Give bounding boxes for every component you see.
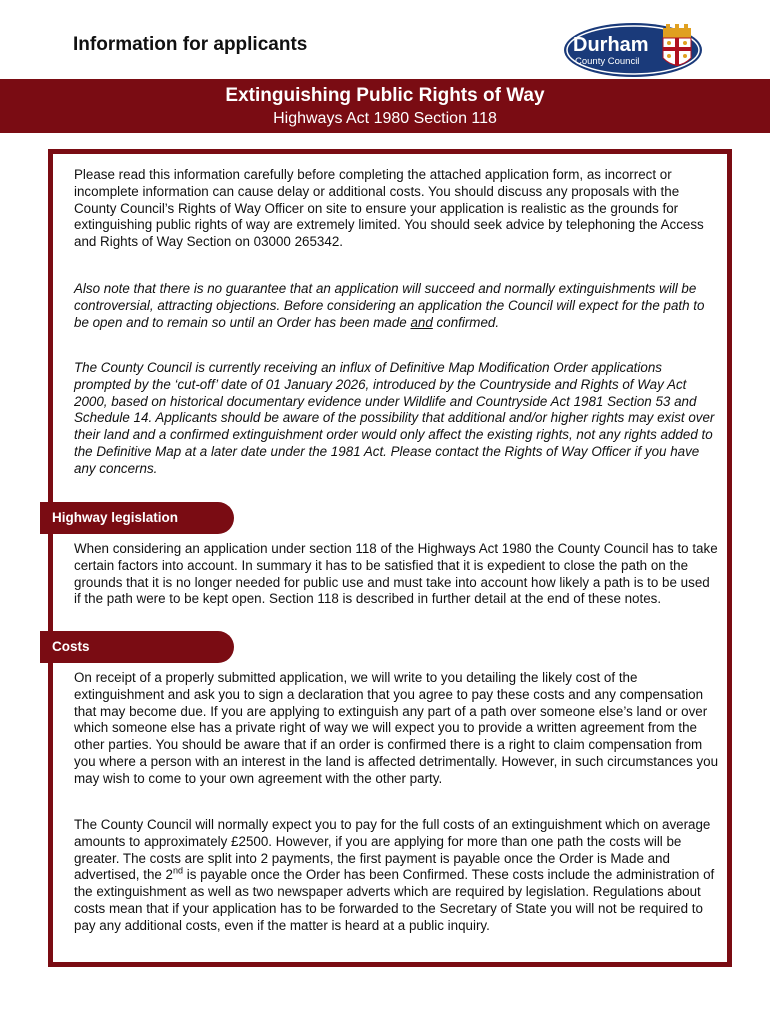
svg-text:County Council: County Council [575,56,640,67]
svg-text:Durham: Durham [573,34,649,56]
banner-title: Extinguishing Public Rights of Way [225,85,545,106]
underlined-and: and [410,314,433,330]
superscript-nd: nd [173,865,184,876]
section-heading-costs: Costs [40,631,234,663]
highway-paragraph-1: When considering an application under section 118 of the Highways Act 1980 the County Council has to take certain factors into account. In summary it has to be satisfied that it is expedient to close the path on the grounds that it is no longer needed for public use and must take into account how likely a path is to be used if the path were to be kept open. Section 118 is described in further detail at the end of these notes. [74,541,718,607]
durham-county-council-logo [563,22,703,78]
banner-subtitle: Highways Act 1980 Section 118 [273,110,497,127]
title-banner [0,79,770,133]
crest-icon [663,24,691,66]
costs-paragraph-1: On receipt of a properly submitted application, we will write to you detailing the likely cost of the extinguishment and ask you to sign a declaration that you agree to pay these costs and any compensation that may become due. If you are applying to extinguish any part of a path over someone else’s land or over which someone else has a private right of way we will expect you to provide a written agreement from the other parties. You should be aware that if an order is confirmed there is a right to claim compensation from you where a person with an interest in the land is affected detrimentally. However, in such circumstances you may wish to come to your own agreement with the other party. [74,670,719,786]
intro-paragraph-3: The County Council is currently receiving an influx of Definitive Map Modification Order applications prompted by the ‘cut-off’ date of 01 January 2026, introduced by the Countryside and Rights of Way Act 2000, based on historical documentary evidence under Wildlife and Countryside Act 1981 Section 53 and Schedule 14. Applicants should be aware of the possibility that additional and/or higher rights may exist over their land and a confirmed extinguishment order would only affect the existing rights, not any rights added to the Definitive Map at a later date under the 1981 Act. Please contact the Rights of Way Officer if you have any concerns. [74,360,715,476]
section-heading-highway-legislation: Highway legislation [40,502,234,534]
intro-paragraph-1: Please read this information carefully before completing the attached application form, as incorrect or incomplete information can cause delay or additional costs. You should discuss any proposals with the County Council’s Rights of Way Officer on site to ensure your application is realistic as the grounds for extinguishing public rights of way are extremely limited. You should seek advice by telephoning the Access and Rights of Way Section on 03000 265342. [74,167,704,250]
intro-paragraph-2: Also note that there is no guarantee that an application will succeed and normally extinguishments will be controversial, attracting objections. Before considering an application the Council will expect for the path to be open and to remain so until an Order has been made and confirmed. [74,281,705,330]
costs-paragraph-2: The County Council will normally expect you to pay for the full costs of an extinguishment which on average amounts to approximately £2500. However, if you are applying for more than one path the costs will be greater. The costs are split into 2 payments, the first payment is payable once the Order is Made and advertised, the 2nd is payable once the Order has been Confirmed. These costs include the administration of the extinguishment as well as two newspaper adverts which are required by legislation. Regulations about costs mean that if your application has to be forwarded to the Secretary of State you will not be required to pay any additional costs, even if the matter is heard at a public inquiry. [74,817,715,933]
page-header-title: Information for applicants [73,34,308,55]
